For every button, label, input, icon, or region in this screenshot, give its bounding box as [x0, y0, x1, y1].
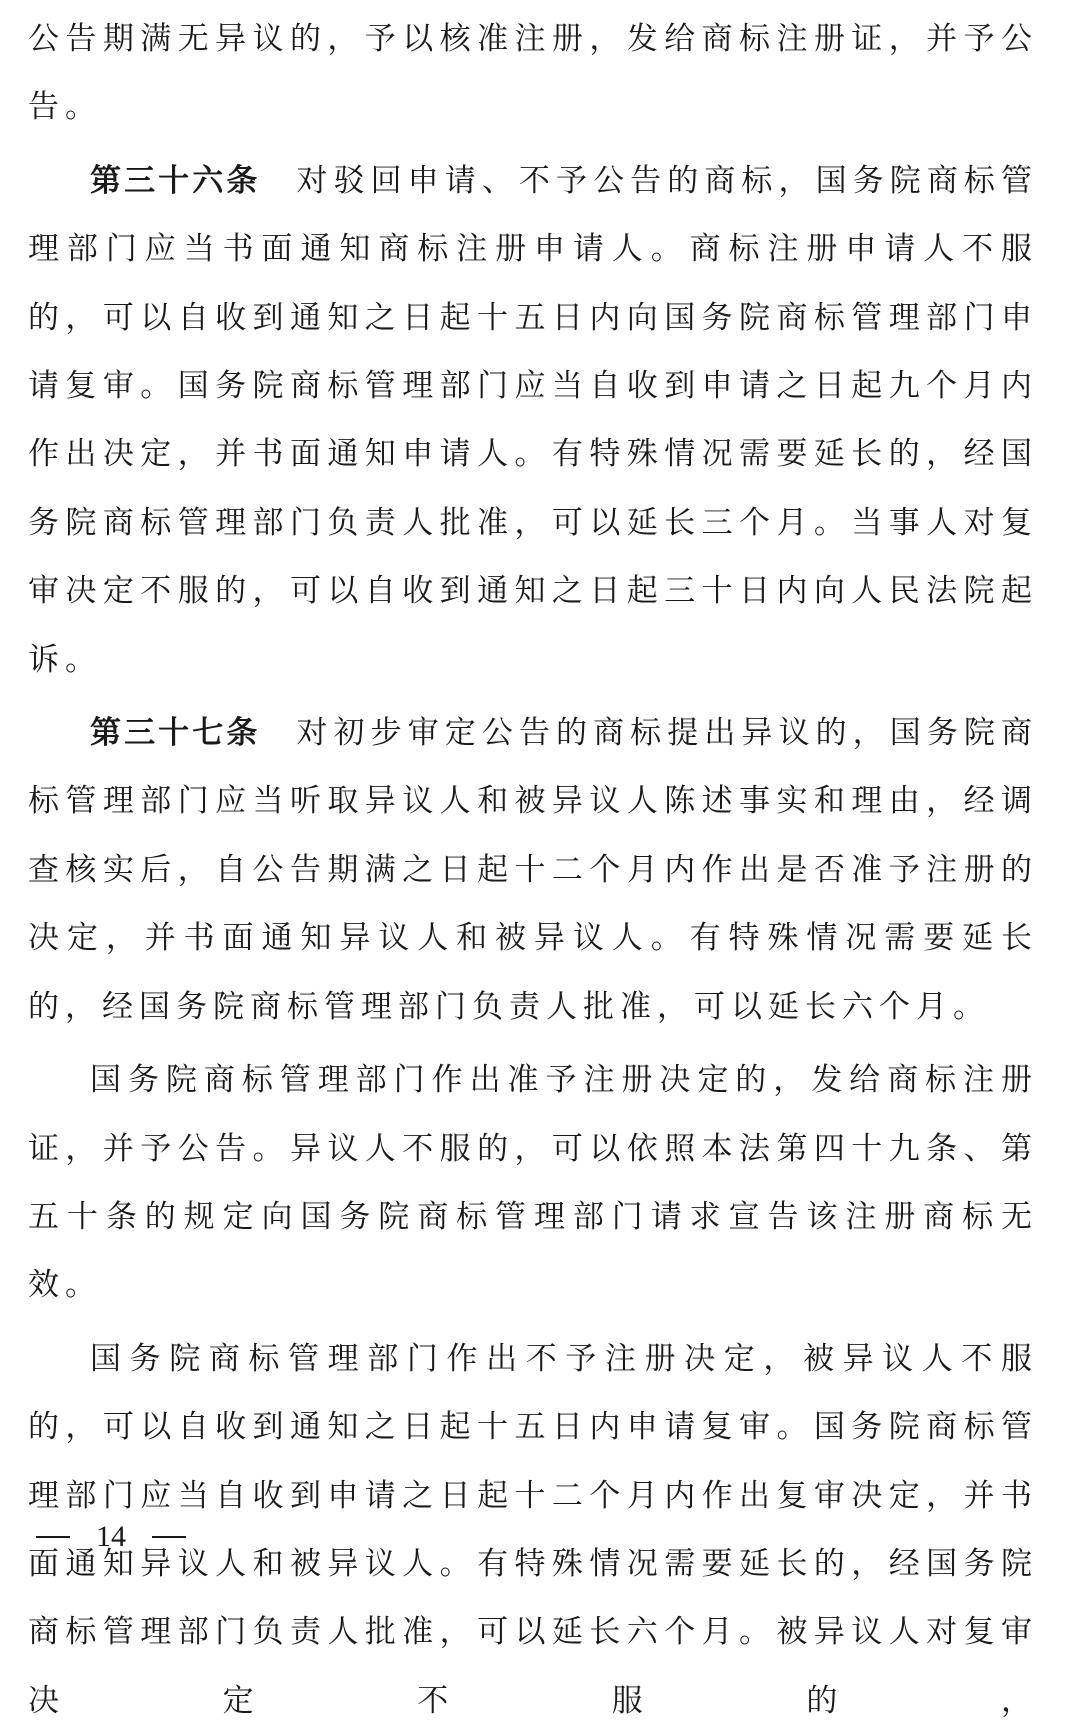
page-footer: [36, 1520, 186, 1554]
article-36: [28, 142, 1038, 694]
document-body: [28, 0, 1038, 1735]
page-number: 14: [96, 1520, 126, 1553]
article-heading: 第三十六条: [90, 162, 261, 199]
footer-dash-left: [36, 1536, 70, 1538]
article-37: [28, 694, 1038, 1041]
paragraph-text: 国务院商标管理部门作出准予注册决定的，发给商标注册证，并予公告。异议人不服的，可以依照本法第四十九条、第五十条的规定向国务院商标管理部门请求宣告该注册商标无效。: [28, 1062, 1038, 1304]
article-heading: 第三十七条: [90, 715, 261, 752]
paragraph-text: 对初步审定公告的商标提出异议的，国务院商标管理部门应当听取异议人和被异议人陈述事实和理由，经调查核实后，自公告期满之日起十二个月内作出是否准予注册的决定，并书面通知异议人和被异议人。有特殊情况需要延长的，经国务院商标管理部门负责人批准，可以延长六个月。: [28, 715, 1039, 1025]
footer-dash-right: [152, 1536, 186, 1538]
paragraph: [28, 1041, 1038, 1320]
paragraph-continuation: [28, 0, 1038, 142]
paragraph-text: 对驳回申请、不予公告的商标，国务院商标管理部门应当书面通知商标注册申请人。商标注册申请人不服的，可以自收到通知之日起十五日内向国务院商标管理部门申请复审。国务院商标管理部门应当自收到申请之日起九个月内作出决定，并书面通知申请人。有特殊情况需要延长的，经国务院商标管理部门负责人批准，可以延长三个月。当事人对复审决定不服的，可以自收到通知之日起三十日内向人民法院起诉。: [28, 162, 1039, 678]
paragraph-text: 公告期满无异议的，予以核准注册，发给商标注册证，并予公告。: [28, 21, 1038, 126]
paragraph-text: 国务院商标管理部门作出不予注册决定，被异议人不服的，可以自收到通知之日起十五日内申请复审。国务院商标管理部门应当自收到申请之日起十二个月内作出复审决定，并书面通知异议人和被异议人。有特殊情况需要延长的，经国务院商标管理部门负责人批准，可以延长六个月。被异议人对复审决定不服的，: [28, 1340, 1038, 1719]
